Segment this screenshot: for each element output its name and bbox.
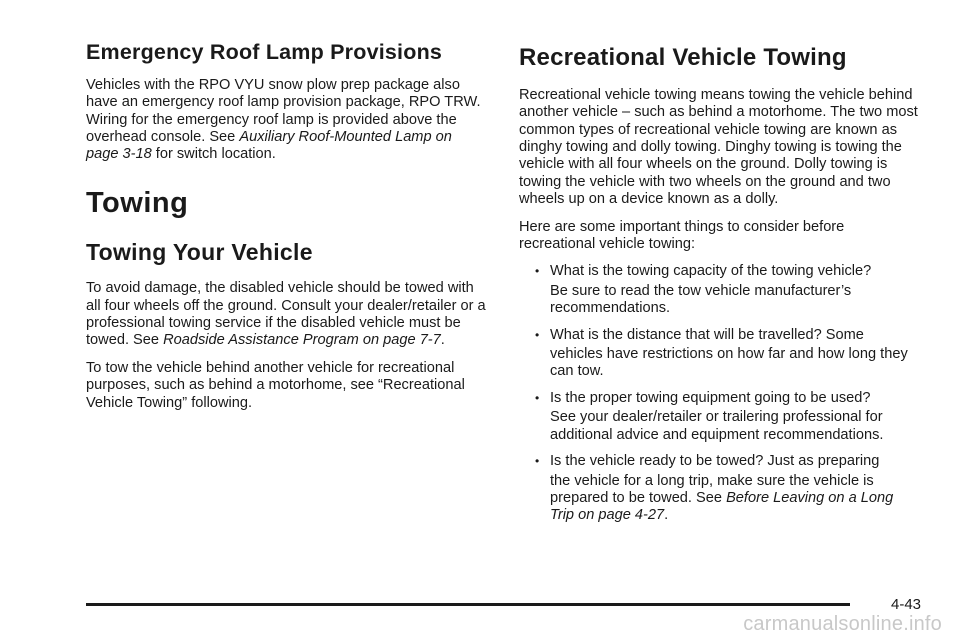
bullet-icon: • <box>535 454 540 469</box>
heading-towing-your-vehicle: Towing Your Vehicle <box>86 238 313 265</box>
left-column <box>86 40 486 422</box>
paragraph-rvt-1: Recreational vehicle towing means towing the vehicle behind another vehicle – such as behind a motorhome. The two most common types of recreational vehicle towing are known as dinghy towing and dolly towing. Dinghy towing is towing the vehicle with all four wheels on the ground. Dolly towing is towing the vehicle with two wheels on the ground and two wheels up on a device known as a dolly. <box>519 86 918 208</box>
watermark: carmanualsonline.info <box>743 613 942 635</box>
ref-before-leaving-long-trip: Before Leaving on a Long Trip on page 4-27 <box>550 489 894 524</box>
ref-roadside-assistance: Roadside Assistance Program on page 7-7 <box>163 332 441 349</box>
considerations-list <box>519 263 919 524</box>
bullet-icon: • <box>535 327 540 342</box>
bullet-icon: • <box>535 390 540 405</box>
heading-emergency-roof-lamp: Emergency Roof Lamp Provisions <box>86 40 443 64</box>
page-number: 4-43 <box>891 596 922 613</box>
paragraph-emergency-roof-lamp: Vehicles with the RPO VYU snow plow prep package also have an emergency roof lamp provision package, RPO TRW. Wiring for the emergency roof lamp is provided above the overhead console. See Auxiliary Roof-Mounted Lamp on page 3-18 for switch location. <box>86 76 481 163</box>
right-column <box>519 40 919 534</box>
bullet-icon: • <box>535 264 540 279</box>
list-item: • Is the proper towing equipment going to be used? See your dealer/retailer or trailering professional for additional advice and equipment recommendations. <box>535 389 884 443</box>
ref-auxiliary-roof-lamp: Auxiliary Roof-Mounted Lamp on page 3-18 <box>86 129 452 163</box>
heading-towing: Towing <box>86 186 189 219</box>
paragraph-towing-2: To tow the vehicle behind another vehicle for recreational purposes, such as behind a motorhome, see “Recreational Vehicle Towing” following. <box>86 359 465 411</box>
paragraph-rvt-2: Here are some important things to consider before recreational vehicle towing: <box>519 218 845 253</box>
list-item: • What is the towing capacity of the towing vehicle? Be sure to read the tow vehicle manufacturer’s recommendations. <box>535 263 872 317</box>
heading-recreational-vehicle-towing: Recreational Vehicle Towing <box>519 44 847 71</box>
list-item: • Is the vehicle ready to be towed? Just as preparing the vehicle for a long trip, make sure the vehicle is prepared to be towed. See Before Leaving on a Long Trip on page 4-27. <box>535 453 894 524</box>
footer-rule <box>86 603 850 606</box>
paragraph-towing-1: To avoid damage, the disabled vehicle should be towed with all four wheels off the ground. Consult your dealer/retailer or a professional towing service if the disabled vehicle must be towed. See Roadside Assistance Program on page 7-7. <box>86 280 486 349</box>
list-item: • What is the distance that will be travelled? Some vehicles have restrictions on how far and how long they can tow. <box>535 326 908 380</box>
